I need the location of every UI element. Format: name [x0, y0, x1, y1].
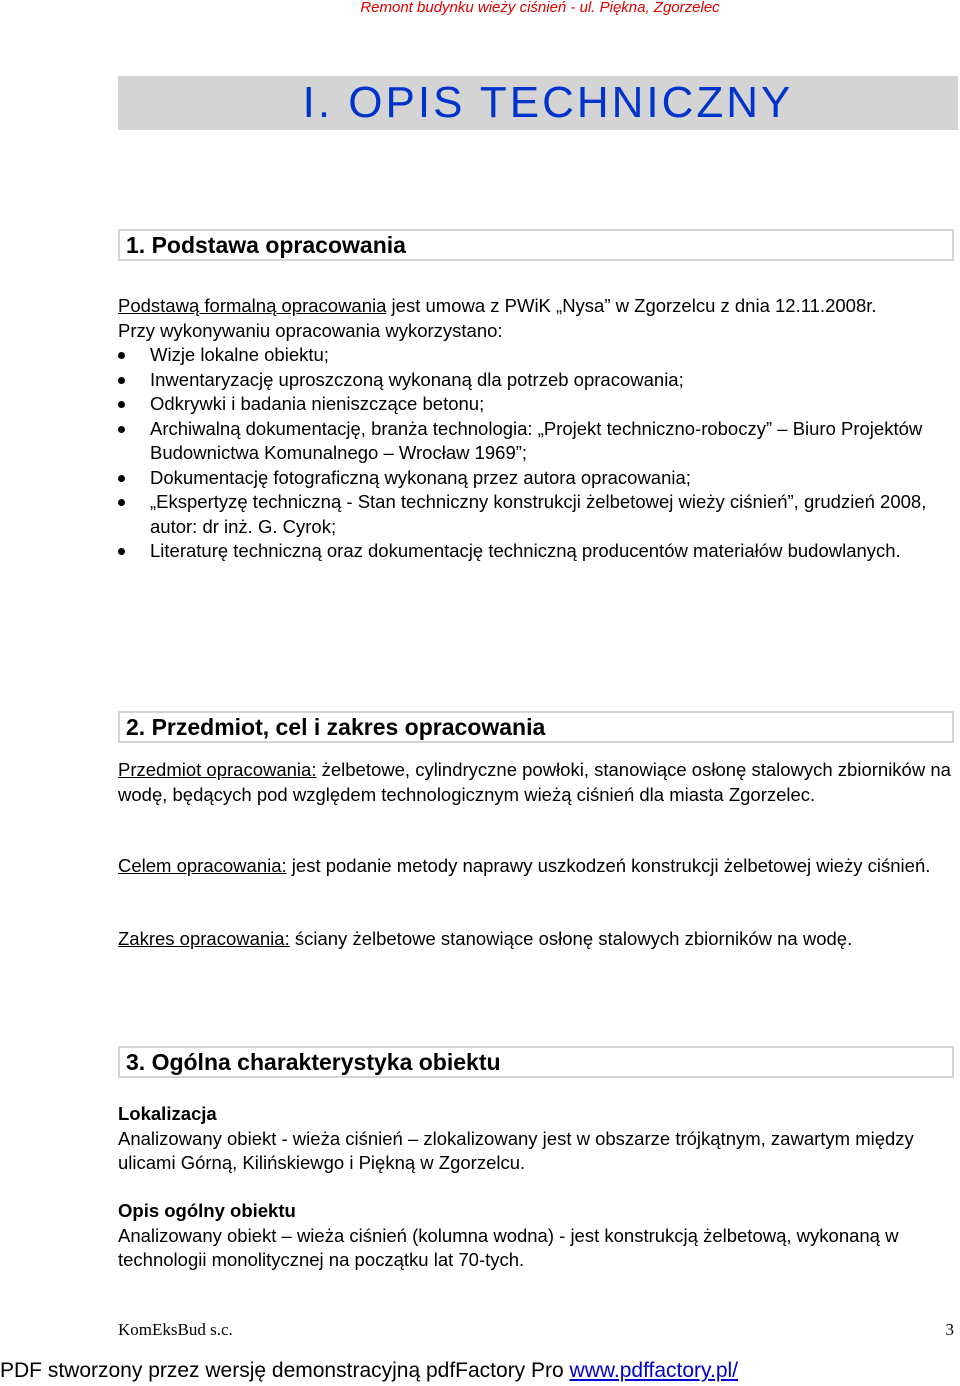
list-item-text: Dokumentację fotograficzną wykonaną przez autora opracowania;: [150, 466, 691, 488]
bullet-icon: [118, 426, 125, 433]
subject-paragraph: [118, 758, 960, 807]
list-item-text: Literaturę techniczną oraz dokumentację techniczną producentów materiałów budowlanych.: [150, 540, 901, 561]
list-item: [118, 417, 960, 466]
list-item: [118, 368, 960, 393]
list-item: [118, 490, 960, 539]
list-item-text: Odkrywki i badania nieniszczące betonu;: [150, 393, 485, 414]
section-heading-2: 2. Przedmiot, cel i zakres opracowania: [118, 711, 954, 743]
bullet-icon: [118, 352, 125, 359]
general-text: Analizowany obiekt – wieża ciśnień (kolumna wodna) - jest konstrukcją żelbetową, wykonaną w technologii monolitycznej na początku lat 70-tych.: [118, 1224, 899, 1270]
bullet-icon: [118, 548, 125, 555]
location-title: Lokalizacja: [118, 1103, 217, 1124]
list-item: [118, 392, 960, 417]
list-item-text: Archiwalną dokumentację, branża technologia: „Projekt techniczno-roboczy” – Biuro Projektów Budownictwa Komunalnego – Wrocław 1969”;: [150, 417, 923, 463]
bullet-icon: [118, 499, 125, 506]
basis-paragraph: [118, 294, 878, 319]
subject-label: Przedmiot opracowania:: [118, 759, 317, 780]
basis-label: Podstawą formalną opracowania: [118, 295, 387, 316]
list-item-text: Wizje lokalne obiektu;: [150, 344, 329, 365]
bullet-icon: [118, 401, 125, 408]
footer-page-number: 3: [945, 1320, 954, 1339]
scope-text: ściany żelbetowe stanowiące osłonę stalowych zbiorników na wodę.: [289, 928, 853, 949]
scope-label: Zakres opracowania:: [118, 928, 290, 949]
section-heading-3: 3. Ogólna charakterystyka obiektu: [118, 1046, 954, 1078]
list-item-text: „Ekspertyzę techniczną - Stan techniczny konstrukcji żelbetowej wieży ciśnień”, grudzień 2008, autor: dr inż. G. Cyrok;: [150, 491, 927, 537]
bullet-icon: [118, 377, 125, 384]
list-item: [118, 466, 960, 491]
bullet-icon: [118, 475, 125, 482]
goal-paragraph: [118, 854, 960, 879]
section-heading-1: 1. Podstawa opracowania: [118, 229, 954, 261]
general-title: Opis ogólny obiektu: [118, 1200, 296, 1221]
pdf-notice-text: PDF stworzony przez wersję demonstracyjną pdfFactory Pro: [0, 1359, 570, 1382]
pdffactory-link[interactable]: www.pdffactory.pl/: [569, 1359, 739, 1382]
list-item-text: Inwentaryzację uproszczoną wykonaną dla potrzeb opracowania;: [150, 368, 684, 390]
pdf-notice: [0, 1358, 960, 1384]
goal-label: Celem opracowania:: [118, 855, 287, 876]
subject-text: żelbetowe, cylindryczne powłoki, stanowiące osłonę stalowych zbiorników na wodę, będących pod względem technologicznym wieżą ciśnień dla miasta Zgorzelec.: [118, 759, 951, 805]
scope-paragraph: [118, 927, 960, 952]
footer-company: KomEksBud s.c.: [118, 1320, 233, 1339]
list-item: [118, 343, 960, 368]
document-title-band: [118, 76, 958, 130]
goal-text: jest podanie metody naprawy uszkodzeń konstrukcji żelbetowej wieży ciśnień.: [286, 855, 931, 876]
location-block: [118, 1102, 960, 1176]
sources-list: [118, 343, 960, 564]
used-intro: Przy wykonywaniu opracowania wykorzystano:: [118, 319, 503, 341]
list-item: [118, 539, 960, 564]
section-1-body: [118, 294, 960, 564]
document-title: I. OPIS TECHNICZNY: [302, 78, 794, 127]
basis-text: jest umowa z PWiK „Nysa” w Zgorzelcu z dnia 12.11.2008r.: [386, 295, 877, 316]
general-block: [118, 1199, 960, 1273]
location-text: Analizowany obiekt - wieża ciśnień – zlokalizowany jest w obszarze trójkątnym, zawartym między ulicami Górną, Kilińskiewgo i Piękną w Zgorzelcu.: [118, 1127, 914, 1173]
running-header: Remont budynku wieży ciśnień - ul. Piękna, Zgorzelec: [360, 0, 720, 16]
